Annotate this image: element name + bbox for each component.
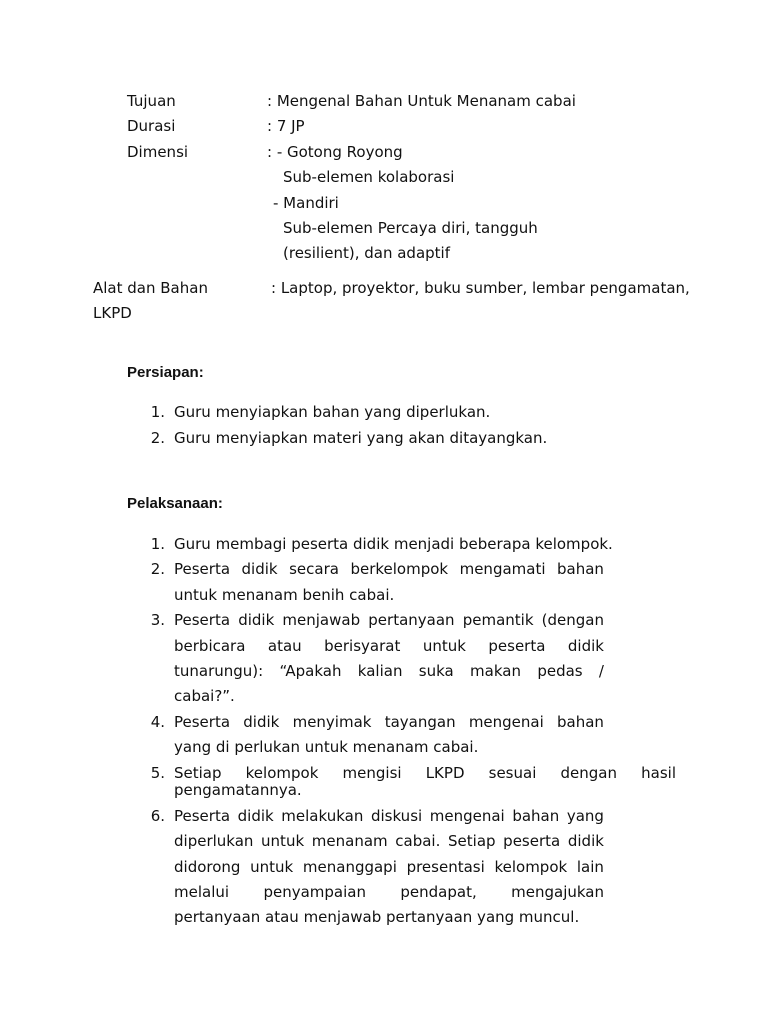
word: (dengan xyxy=(541,611,604,629)
word: didorong xyxy=(174,858,241,876)
word: sesuai xyxy=(488,764,537,782)
word: menyimak xyxy=(292,713,372,731)
list-item-continuation: pengamatannya. xyxy=(174,781,302,799)
durasi-label: Durasi xyxy=(127,117,176,135)
word: pemantik xyxy=(462,611,534,629)
persiapan-heading: Persiapan: xyxy=(127,364,204,381)
word: hasil xyxy=(641,764,676,782)
word: makan xyxy=(470,662,521,680)
word: menjawab xyxy=(282,611,361,629)
alat-label: Alat dan Bahan xyxy=(93,279,208,297)
dimensi-line: Sub-elemen Percaya diri, tangguh xyxy=(283,219,538,237)
word: diperlukan xyxy=(174,832,254,850)
word: mengisi xyxy=(342,764,402,782)
list-number: 1. xyxy=(150,535,165,553)
word: bahan xyxy=(557,713,604,731)
list-item-continuation xyxy=(174,661,604,681)
list-item: Guru menyiapkan bahan yang diperlukan. xyxy=(174,403,491,421)
dimensi-line: - Mandiri xyxy=(273,194,339,212)
list-number: 6. xyxy=(150,807,165,825)
word: suka xyxy=(418,662,454,680)
list-item-continuation: cabai?”. xyxy=(174,687,235,705)
word: didik xyxy=(567,832,604,850)
word: dengan xyxy=(560,764,617,782)
word: untuk xyxy=(261,832,305,850)
word: didik xyxy=(237,807,274,825)
list-item-continuation: yang di perlukan untuk menanam cabai. xyxy=(174,738,479,756)
word: berisyarat xyxy=(324,637,401,655)
alat-value: : Laptop, proyektor, buku sumber, lembar pengamatan, xyxy=(271,279,690,297)
list-item-continuation: pertanyaan atau menjawab pertanyaan yang muncul. xyxy=(174,908,580,926)
tujuan-value: : Mengenal Bahan Untuk Menanam cabai xyxy=(267,92,576,110)
word: Setiap xyxy=(448,832,496,850)
word: peserta xyxy=(503,832,561,850)
word: didik xyxy=(241,560,278,578)
list-number: 3. xyxy=(150,611,165,629)
durasi-value: : 7 JP xyxy=(267,117,305,135)
word: pedas xyxy=(537,662,583,680)
word: Peserta xyxy=(174,611,231,629)
word: bahan xyxy=(512,807,560,825)
dimensi-line: : - Gotong Royong xyxy=(267,143,403,161)
word: bahan xyxy=(557,560,604,578)
word: lain xyxy=(576,858,604,876)
alat-continuation: LKPD xyxy=(93,304,132,322)
dimensi-line: Sub-elemen kolaborasi xyxy=(283,168,455,186)
word: didik xyxy=(567,637,604,655)
word: pertanyaan xyxy=(368,611,455,629)
word: diskusi xyxy=(370,807,423,825)
list-item-continuation xyxy=(174,857,604,877)
word: cabai. xyxy=(395,832,441,850)
list-item xyxy=(174,559,604,579)
word: kalian xyxy=(357,662,403,680)
list-item-continuation xyxy=(174,882,604,902)
word: Peserta xyxy=(174,807,231,825)
word: yang xyxy=(566,807,604,825)
word: mengajukan xyxy=(511,883,604,901)
dimensi-line: (resilient), dan adaptif xyxy=(283,244,450,262)
word: Setiap xyxy=(174,764,222,782)
list-number: 1. xyxy=(150,403,165,421)
list-item xyxy=(174,610,604,630)
word: / xyxy=(598,662,604,680)
list-item xyxy=(174,806,604,826)
word: berkelompok xyxy=(350,560,449,578)
word: kelompok xyxy=(494,858,568,876)
word: berbicara xyxy=(174,637,246,655)
word: secara xyxy=(289,560,339,578)
word: menanam xyxy=(311,832,388,850)
list-item-continuation xyxy=(174,831,604,851)
word: melakukan xyxy=(281,807,364,825)
word: mengenai xyxy=(429,807,505,825)
word: LKPD xyxy=(425,764,465,782)
word: presentasi xyxy=(406,858,485,876)
list-number: 2. xyxy=(150,560,165,578)
word: didik xyxy=(238,611,275,629)
word: didik xyxy=(243,713,280,731)
dimensi-label: Dimensi xyxy=(127,143,189,161)
word: menanggapi xyxy=(302,858,397,876)
word: pendapat, xyxy=(400,883,477,901)
word: Peserta xyxy=(174,560,231,578)
word: Peserta xyxy=(174,713,231,731)
word: untuk xyxy=(250,858,294,876)
word: mengamati xyxy=(459,560,546,578)
word: tunarungu): xyxy=(174,662,264,680)
word: penyampaian xyxy=(263,883,366,901)
list-item-continuation: untuk menanam benih cabai. xyxy=(174,586,395,604)
list-number: 2. xyxy=(150,429,165,447)
list-item: Guru menyiapkan materi yang akan ditayangkan. xyxy=(174,429,548,447)
tujuan-label: Tujuan xyxy=(127,92,176,110)
list-number: 4. xyxy=(150,713,165,731)
list-number: 5. xyxy=(150,764,165,782)
list-item xyxy=(174,712,604,732)
word: atau xyxy=(267,637,302,655)
word: kelompok xyxy=(245,764,319,782)
word: tayangan xyxy=(384,713,456,731)
pelaksanaan-heading: Pelaksanaan: xyxy=(127,495,223,512)
list-item-continuation xyxy=(174,636,604,656)
word: “Apakah xyxy=(279,662,342,680)
word: melalui xyxy=(174,883,230,901)
list-item: Guru membagi peserta didik menjadi beberapa kelompok. xyxy=(174,535,613,553)
word: peserta xyxy=(488,637,546,655)
word: untuk xyxy=(422,637,466,655)
word: mengenai xyxy=(468,713,544,731)
